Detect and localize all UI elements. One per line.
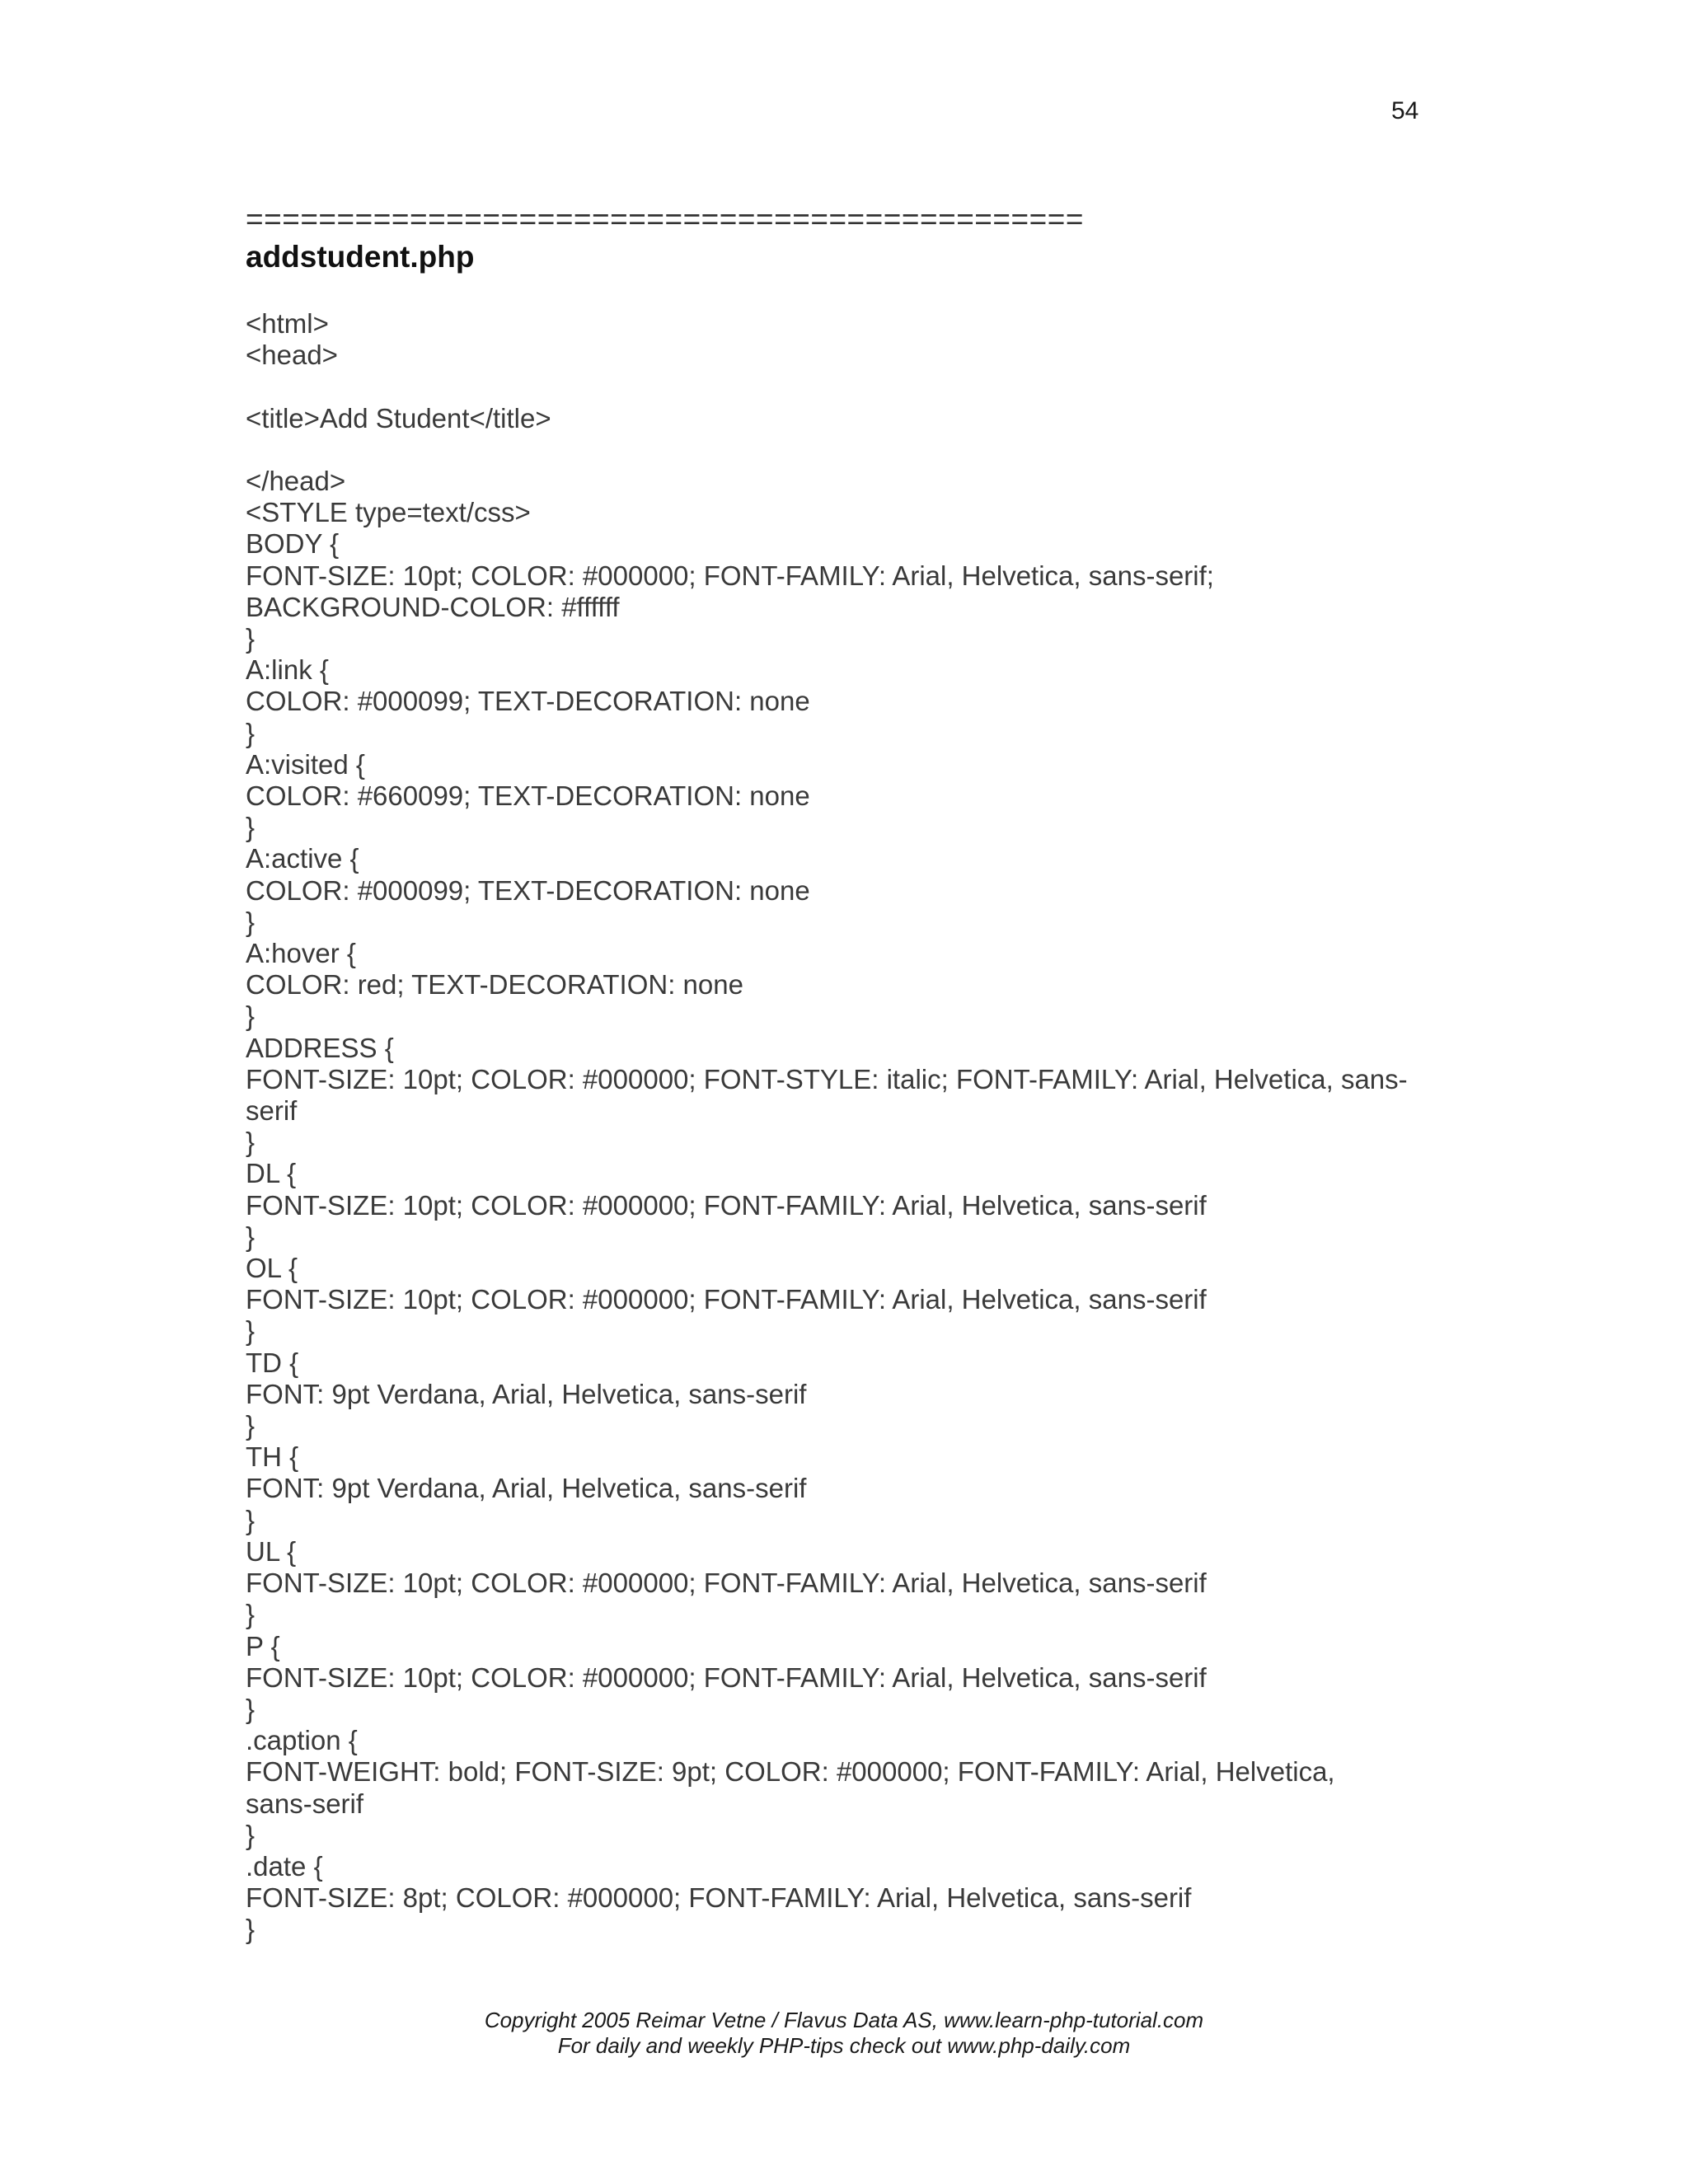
code-line: } [246,1914,256,1945]
code-line: A:visited { [246,748,365,780]
code-line: .caption { [246,1725,358,1756]
code-listing [246,308,1449,1946]
code-line [246,434,1449,466]
code-line: } [246,623,256,654]
code-line: FONT-SIZE: 10pt; COLOR: #000000; FONT-FAMILY: Arial, Helvetica, sans-serif [246,1568,1207,1599]
code-line: } [246,1410,256,1441]
code-line: TD { [246,1347,299,1378]
code-line: FONT-SIZE: 10pt; COLOR: #000000; FONT-FAMILY: Arial, Helvetica, sans-serif [246,1661,1207,1693]
code-line: sans-serif [246,1788,364,1819]
code-line: } [246,906,256,937]
code-line: COLOR: #000099; TEXT-DECORATION: none [246,874,810,906]
code-line: TH { [246,1441,299,1473]
code-line: COLOR: red; TEXT-DECORATION: none [246,969,743,1001]
code-line: FONT-WEIGHT: bold; FONT-SIZE: 9pt; COLOR: #000000; FONT-FAMILY: Arial, Helvetica, [246,1756,1335,1788]
code-line: FONT: 9pt Verdana, Arial, Helvetica, sans-serif [246,1473,807,1504]
code-line: A:hover { [246,938,356,969]
code-line: FONT-SIZE: 10pt; COLOR: #000000; FONT-FAMILY: Arial, Helvetica, sans-serif; [246,560,1214,591]
code-line: BODY { [246,528,340,560]
code-line: } [246,812,256,843]
code-line: P { [246,1630,280,1661]
code-line: BACKGROUND-COLOR: #ffffff [246,591,620,622]
code-line: } [246,1315,256,1347]
copyright-line: Copyright 2005 Reimar Vetne / Flavus Data AS, www.learn-php-tutorial.com [484,2008,1204,2032]
code-line: OL { [246,1253,298,1284]
code-line: FONT-SIZE: 10pt; COLOR: #000000; FONT-STYLE: italic; FONT-FAMILY: Arial, Helvetica, sans- [246,1063,1408,1094]
code-line: A:link { [246,654,329,686]
code-line: } [246,1504,256,1535]
code-line: DL { [246,1158,297,1189]
code-line: <STYLE type=text/css> [246,497,531,528]
code-line: } [246,1127,256,1158]
code-line: } [246,1221,256,1252]
document-body [246,201,1449,1946]
code-line: FONT: 9pt Verdana, Arial, Helvetica, sans-serif [246,1378,807,1409]
code-line: } [246,1693,256,1724]
code-line: COLOR: #000099; TEXT-DECORATION: none [246,686,810,717]
page-number: 54 [1391,97,1419,124]
code-line: COLOR: #660099; TEXT-DECORATION: none [246,780,810,812]
code-line: UL { [246,1535,297,1567]
code-line: FONT-SIZE: 10pt; COLOR: #000000; FONT-FAMILY: Arial, Helvetica, sans-serif [246,1189,1207,1221]
code-line: serif [246,1095,298,1127]
code-line [246,371,1449,402]
code-line: } [246,1819,256,1850]
code-line: </head> [246,465,346,496]
code-line: <title>Add Student</title> [246,402,551,434]
code-line: } [246,1001,256,1032]
file-title: addstudent.php [246,240,475,274]
page-footer [0,2008,1688,2059]
code-line: <html> [246,308,329,339]
section-separator: ============================================== [246,202,1084,236]
code-line: <head> [246,340,338,371]
code-line: FONT-SIZE: 8pt; COLOR: #000000; FONT-FAMILY: Arial, Helvetica, sans-serif [246,1882,1192,1914]
code-line: ADDRESS { [246,1032,394,1063]
code-line: .date { [246,1850,323,1882]
code-line: } [246,717,256,748]
code-line: A:active { [246,843,359,874]
code-line: } [246,1599,256,1630]
tips-line: For daily and weekly PHP-tips check out www.php-daily.com [557,2033,1131,2058]
code-line: FONT-SIZE: 10pt; COLOR: #000000; FONT-FAMILY: Arial, Helvetica, sans-serif [246,1284,1207,1315]
